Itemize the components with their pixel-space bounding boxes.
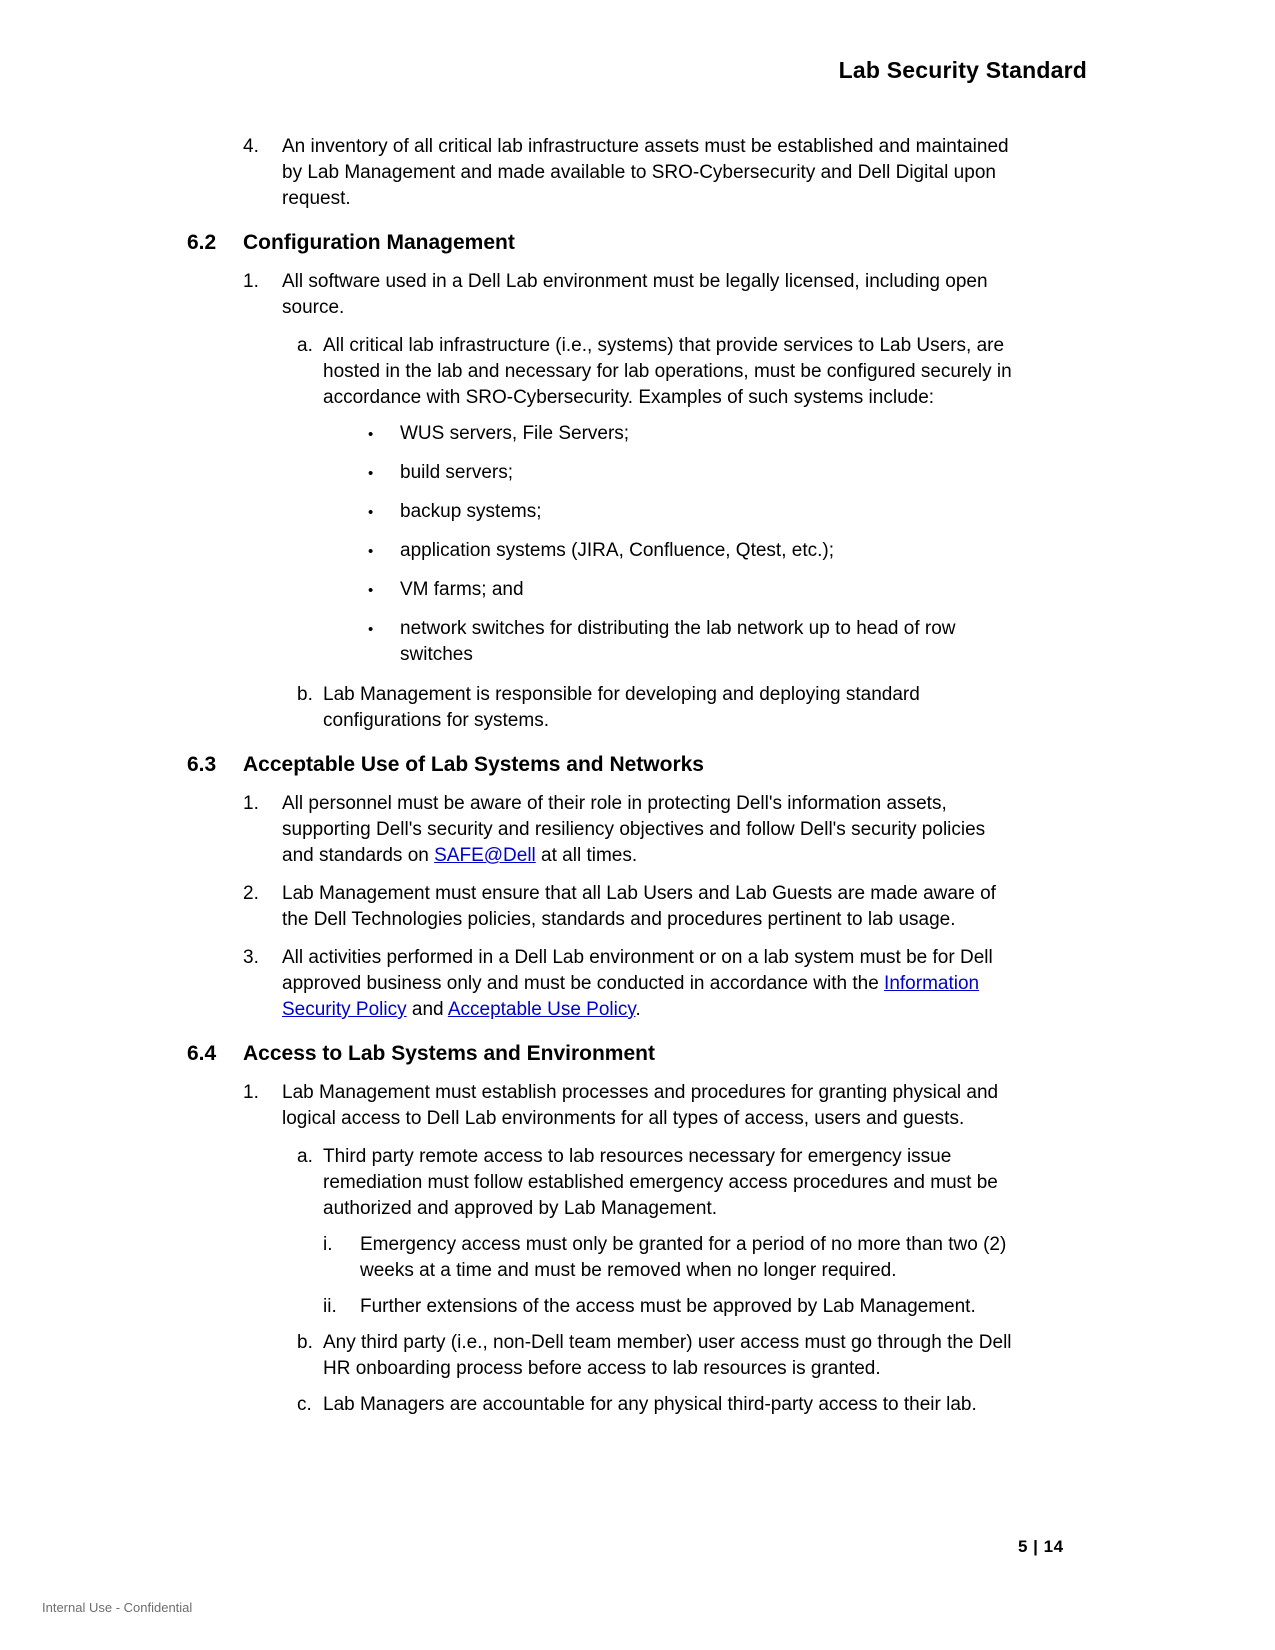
bullet-item [0,616,1275,668]
bullet-icon: • [368,504,374,521]
document-body [0,134,1275,1418]
list-item-roman: i. [323,1234,333,1255]
section-title: Acceptable Use of Lab Systems and Networks [243,753,704,776]
list-item-62-1 [0,269,1275,321]
list-item-text: Lab Management must ensure that all Lab Users and Lab Guests are made aware of the Dell Technologies policies, standards and procedures pertinent to lab usage. [282,883,996,930]
bullet-text: VM farms; and [400,579,524,600]
text-segment: at all times. [535,845,638,866]
bullet-icon: • [368,582,374,599]
list-item-number: 1. [243,1082,259,1103]
list-item-letter: c. [297,1394,312,1415]
list-item-text [282,791,1020,869]
section-title: Access to Lab Systems and Environment [243,1042,655,1065]
list-item-63-2 [0,881,1275,933]
bullet-icon: • [368,621,374,638]
list-item-62-1b [0,682,1275,734]
information-security-policy-link[interactable]: Information Security Policy [282,973,980,1020]
bullet-item [0,460,1275,486]
list-item-text: Lab Managers are accountable for any physical third-party access to their lab. [323,1394,977,1415]
list-item-number: 1. [243,793,259,814]
bullet-text: WUS servers, File Servers; [400,423,630,444]
section-heading-6-4 [0,1041,1275,1066]
list-item-text [282,945,1020,1023]
list-item-text: Emergency access must only be granted for a period of no more than two (2) weeks at a time and must be removed when no longer required. [360,1234,1007,1281]
list-item-4-text: An inventory of all critical lab infrastructure assets must be established and maintained by Lab Management and made available to SRO-Cybersecurity and Dell Digital upon request. [282,136,1009,209]
document-title: Lab Security Standard [838,57,1087,83]
list-item-number: 2. [243,883,259,904]
list-item-64-1a-i [0,1232,1275,1284]
section-heading-6-3 [0,752,1275,777]
section-number: 6.3 [187,753,217,776]
list-item-number: 3. [243,947,259,968]
bullet-text: network switches for distributing the lab network up to head of row switches [400,618,956,665]
list-item-64-1a-ii [0,1294,1275,1320]
bullet-item [0,538,1275,564]
bullet-list [0,421,1275,668]
list-item-64-1c [0,1392,1275,1418]
list-item-63-3 [0,945,1275,1023]
list-item-text: All software used in a Dell Lab environment must be legally licensed, including open source. [282,271,988,318]
page-number: 5 | 14 [1018,1537,1064,1556]
list-item-number: 1. [243,271,259,292]
list-item-4 [0,134,1275,212]
bullet-text: application systems (JIRA, Confluence, Qtest, etc.); [400,540,835,561]
bullet-icon: • [368,543,374,560]
section-number: 6.4 [187,1042,217,1065]
text-segment: . [635,999,641,1020]
bullet-icon: • [368,426,374,443]
list-item-letter: b. [297,1332,313,1353]
bullet-text: build servers; [400,462,513,483]
safe-dell-link[interactable]: SAFE@Dell [434,845,536,866]
bullet-item [0,577,1275,603]
list-item-letter: a. [297,335,313,356]
list-item-64-1a [0,1144,1275,1222]
list-item-text: Lab Management is responsible for developing and deploying standard configurations for systems. [323,684,920,731]
bullet-item [0,499,1275,525]
bullet-icon: • [368,465,374,482]
section-number: 6.2 [187,231,217,254]
list-item-text: Any third party (i.e., non-Dell team member) user access must go through the Dell HR onboarding process before access to lab resources is granted. [323,1332,1012,1379]
list-item-63-1 [0,791,1275,869]
list-item-letter: b. [297,684,313,705]
list-item-text: Lab Management must establish processes and procedures for granting physical and logical access to Dell Lab environments for all types of access, users and guests. [282,1082,999,1129]
list-item-text: Further extensions of the access must be approved by Lab Management. [360,1296,976,1317]
bullet-item [0,421,1275,447]
acceptable-use-policy-link[interactable]: Acceptable Use Policy [447,999,636,1020]
document-header [0,0,1275,84]
text-segment: All activities performed in a Dell Lab environment or on a lab system must be for Dell approved business only and must be conducted in accordance with the [282,947,993,994]
list-item-64-1b [0,1330,1275,1382]
list-item-letter: a. [297,1146,313,1167]
list-item-64-1 [0,1080,1275,1132]
section-heading-6-2 [0,230,1275,255]
list-item-62-1a [0,333,1275,411]
text-segment: and [406,999,448,1020]
list-item-4-number: 4. [243,136,259,157]
section-title: Configuration Management [243,231,515,254]
text-segment: All personnel must be aware of their role in protecting Dell's information assets, supporting Dell's security and resiliency objectives and follow Dell's security policies and standards on [282,793,986,866]
list-item-roman: ii. [323,1296,337,1317]
list-item-text: Third party remote access to lab resources necessary for emergency issue remediation must follow established emergency access procedures and must be authorized and approved by Lab Management. [323,1146,998,1219]
footer-classification: Internal Use - Confidential [42,1600,193,1615]
list-item-text: All critical lab infrastructure (i.e., systems) that provide services to Lab Users, are hosted in the lab and necessary for lab operations, must be configured securely in accordance with SRO-Cybersecurity. Examples of such systems include: [323,335,1012,408]
bullet-text: backup systems; [400,501,542,522]
